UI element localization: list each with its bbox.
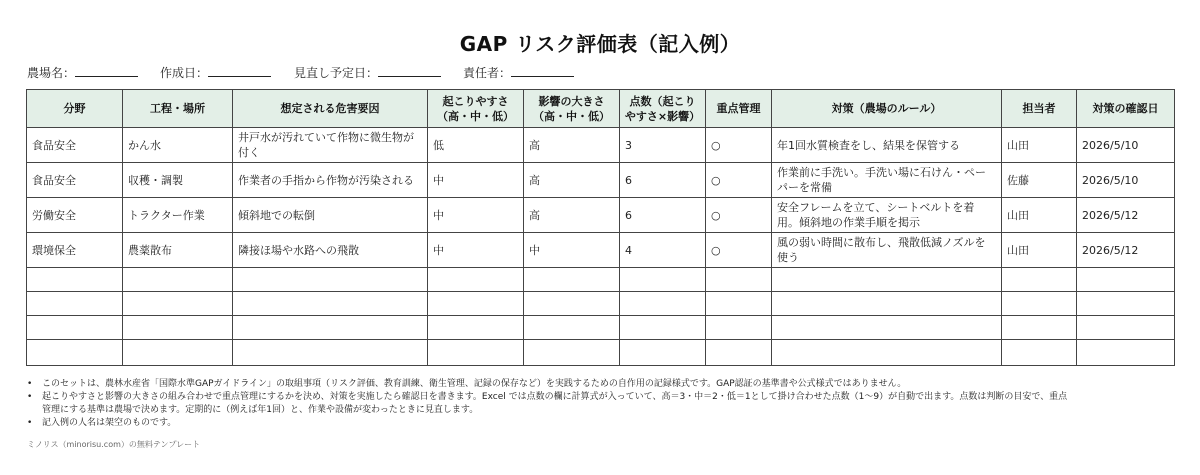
empty-cell[interactable]	[1077, 268, 1175, 292]
empty-cell[interactable]	[772, 292, 1002, 316]
cell-severity[interactable]: 中	[524, 233, 620, 268]
empty-cell[interactable]	[620, 292, 706, 316]
cell-score[interactable]: 4	[620, 233, 706, 268]
created-date-blank[interactable]	[208, 64, 271, 77]
header-field: 分野	[27, 90, 123, 128]
empty-cell[interactable]	[706, 292, 772, 316]
cell-person[interactable]: 佐藤	[1002, 163, 1077, 198]
cell-process[interactable]: かん水	[123, 128, 233, 163]
empty-cell[interactable]	[123, 340, 233, 366]
empty-cell[interactable]	[123, 292, 233, 316]
empty-cell[interactable]	[772, 316, 1002, 340]
cell-field[interactable]: 食品安全	[27, 163, 123, 198]
empty-cell[interactable]	[428, 268, 524, 292]
cell-priority[interactable]: ○	[706, 128, 772, 163]
empty-cell[interactable]	[27, 340, 123, 366]
note-item	[27, 417, 1177, 430]
cell-check-date[interactable]: 2026/5/10	[1077, 128, 1175, 163]
cell-severity[interactable]: 高	[524, 163, 620, 198]
empty-cell[interactable]	[524, 268, 620, 292]
empty-cell[interactable]	[524, 340, 620, 366]
cell-likelihood[interactable]: 低	[428, 128, 524, 163]
responsible-person-blank[interactable]	[511, 64, 574, 77]
responsible-person-label: 責任者：	[463, 66, 512, 80]
empty-cell[interactable]	[620, 268, 706, 292]
cell-measures[interactable]: 年1回水質検査をし、結果を保管する	[772, 128, 1002, 163]
footer-credit: ミノリス（minorisu.com）の無料テンプレート	[27, 440, 201, 449]
table-row	[27, 163, 1175, 198]
empty-cell[interactable]	[1002, 268, 1077, 292]
cell-likelihood[interactable]: 中	[428, 198, 524, 233]
cell-hazard[interactable]: 井戸水が汚れていて作物に微生物が 付く	[233, 128, 428, 163]
table-header-row	[27, 90, 1175, 128]
cell-hazard[interactable]: 隣接ほ場や水路への飛散	[233, 233, 428, 268]
cell-check-date[interactable]: 2026/5/12	[1077, 233, 1175, 268]
farm-name-blank[interactable]	[75, 64, 138, 77]
cell-process[interactable]: 収穫・調製	[123, 163, 233, 198]
note-text: 記入例の人名は架空のものです。	[42, 418, 177, 428]
cell-likelihood[interactable]: 中	[428, 163, 524, 198]
header-process: 工程・場所	[123, 90, 233, 128]
header-priority: 重点管理	[706, 90, 772, 128]
cell-process[interactable]: トラクター作業	[123, 198, 233, 233]
table-row	[27, 128, 1175, 163]
empty-cell[interactable]	[1077, 292, 1175, 316]
header-hazard: 想定される危害要因	[233, 90, 428, 128]
cell-field[interactable]: 労働安全	[27, 198, 123, 233]
cell-severity[interactable]: 高	[524, 198, 620, 233]
cell-person[interactable]: 山田	[1002, 198, 1077, 233]
cell-measures[interactable]: 作業前に手洗い。手洗い場に石けん・ペー パーを常備	[772, 163, 1002, 198]
cell-field[interactable]: 食品安全	[27, 128, 123, 163]
header-likelihood: 起こりやすさ （高・中・低）	[428, 90, 524, 128]
bullet-icon: •	[27, 379, 33, 389]
empty-cell[interactable]	[524, 316, 620, 340]
cell-score[interactable]: 6	[620, 163, 706, 198]
farm-name-label: 農場名：	[27, 66, 76, 80]
empty-cell[interactable]	[233, 316, 428, 340]
note-text: このセットは、農林水産省「国際水準GAPガイドライン」の取組事項（リスク評価、教育訓練、衛生管理、記録の保存など）を実践するための自作用の記録様式です。GAP認証の基準書や公式様式ではありません。	[42, 379, 907, 389]
header-score: 点数（起こり やすさ×影響）	[620, 90, 706, 128]
review-date-label: 見直し予定日：	[294, 66, 379, 80]
empty-cell[interactable]	[123, 316, 233, 340]
table-row	[27, 198, 1175, 233]
empty-row	[27, 340, 1175, 366]
empty-cell[interactable]	[772, 340, 1002, 366]
empty-cell[interactable]	[620, 340, 706, 366]
cell-check-date[interactable]: 2026/5/12	[1077, 198, 1175, 233]
page-title: GAP リスク評価表（記入例）	[459, 32, 741, 56]
empty-cell[interactable]	[1077, 340, 1175, 366]
empty-cell[interactable]	[1002, 340, 1077, 366]
cell-priority[interactable]: ○	[706, 198, 772, 233]
risk-assessment-table	[26, 89, 1175, 366]
empty-cell[interactable]	[524, 292, 620, 316]
cell-priority[interactable]: ○	[706, 233, 772, 268]
note-item	[27, 391, 1177, 417]
notes-list	[27, 378, 1177, 430]
empty-row	[27, 292, 1175, 316]
table-row	[27, 233, 1175, 268]
empty-cell[interactable]	[233, 268, 428, 292]
empty-cell[interactable]	[1077, 316, 1175, 340]
note-item	[27, 378, 1177, 391]
cell-measures[interactable]: 安全フレームを立て、シートベルトを着 用。傾斜地の作業手順を掲示	[772, 198, 1002, 233]
empty-cell[interactable]	[772, 268, 1002, 292]
cell-severity[interactable]: 高	[524, 128, 620, 163]
header-measures: 対策（農場のルール）	[772, 90, 1002, 128]
header-person: 担当者	[1002, 90, 1077, 128]
empty-cell[interactable]	[706, 340, 772, 366]
empty-cell[interactable]	[1002, 292, 1077, 316]
note-text: 起こりやすさと影響の大きさの組み合わせで重点管理にするかを決め、対策を実施したら確認日を書きます。Excel では点数の欄に計算式が入っていて、高＝3・中＝2・低＝1として掛け合わせた点数（1〜9）が自動で出ます。点数は判断の目安で、重点 管理にする基準は農場で決めます。定期的に（例えば年1回）と、作業や設備が変わったときに見直します。	[42, 392, 1068, 415]
cell-likelihood[interactable]: 中	[428, 233, 524, 268]
cell-process[interactable]: 農薬散布	[123, 233, 233, 268]
header-severity: 影響の大きさ （高・中・低）	[524, 90, 620, 128]
cell-hazard[interactable]: 傾斜地での転倒	[233, 198, 428, 233]
bullet-icon: •	[27, 392, 33, 402]
empty-cell[interactable]	[233, 292, 428, 316]
empty-cell[interactable]	[428, 316, 524, 340]
farm-name-field[interactable]	[27, 64, 138, 81]
cell-measures[interactable]: 風の弱い時間に散布し、飛散低減ノズルを 使う	[772, 233, 1002, 268]
empty-cell[interactable]	[233, 340, 428, 366]
cell-check-date[interactable]: 2026/5/10	[1077, 163, 1175, 198]
created-date-label: 作成日：	[160, 66, 209, 80]
cell-person[interactable]: 山田	[1002, 233, 1077, 268]
cell-hazard[interactable]: 作業者の手指から作物が汚染される	[233, 163, 428, 198]
cell-field[interactable]: 環境保全	[27, 233, 123, 268]
review-date-field[interactable]	[294, 64, 441, 81]
cell-person[interactable]: 山田	[1002, 128, 1077, 163]
created-date-field[interactable]	[160, 64, 271, 81]
empty-cell[interactable]	[706, 316, 772, 340]
empty-cell[interactable]	[27, 268, 123, 292]
empty-cell[interactable]	[428, 340, 524, 366]
empty-cell[interactable]	[1002, 316, 1077, 340]
empty-cell[interactable]	[27, 316, 123, 340]
responsible-person-field[interactable]	[463, 64, 574, 81]
empty-cell[interactable]	[620, 316, 706, 340]
empty-cell[interactable]	[428, 292, 524, 316]
cell-priority[interactable]: ○	[706, 163, 772, 198]
review-date-blank[interactable]	[378, 64, 441, 77]
empty-row	[27, 268, 1175, 292]
bullet-icon: •	[27, 418, 33, 428]
empty-cell[interactable]	[706, 268, 772, 292]
header-check-date: 対策の確認日	[1077, 90, 1175, 128]
empty-cell[interactable]	[27, 292, 123, 316]
empty-cell[interactable]	[123, 268, 233, 292]
empty-row	[27, 316, 1175, 340]
cell-score[interactable]: 3	[620, 128, 706, 163]
cell-score[interactable]: 6	[620, 198, 706, 233]
